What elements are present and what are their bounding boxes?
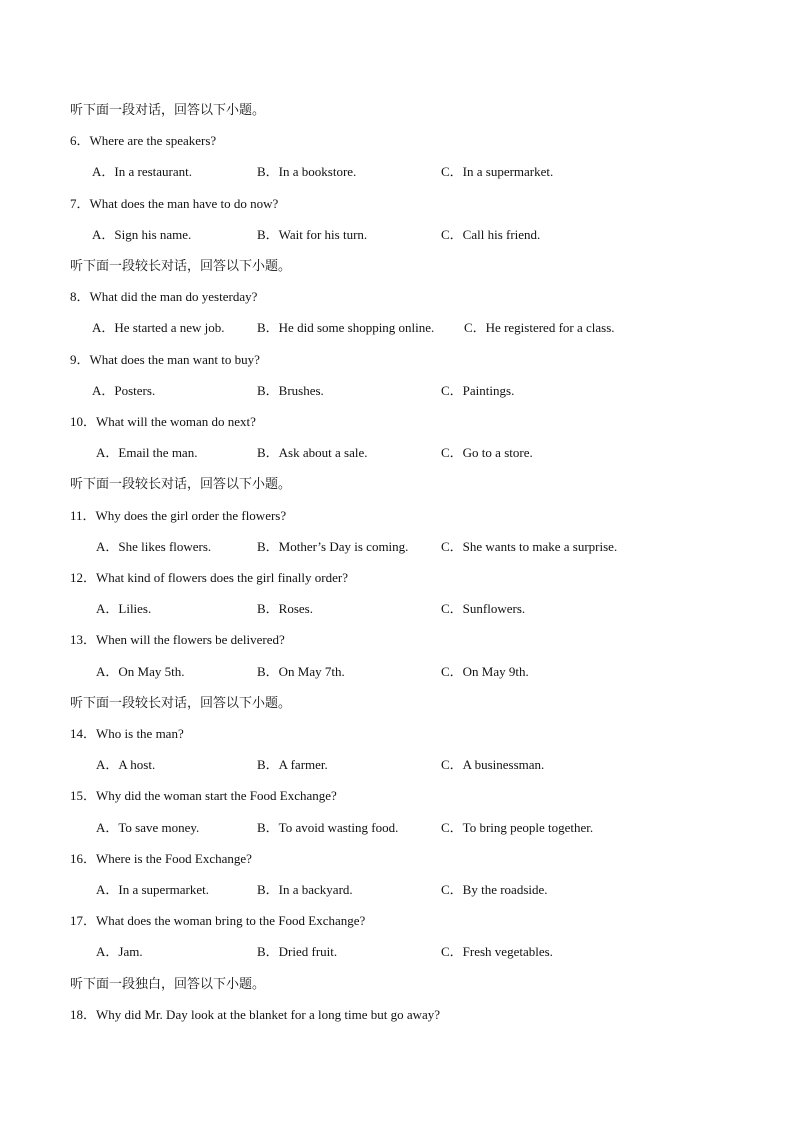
section-instruction: 听下面一段较长对话，回答以下小题。 [70, 258, 292, 273]
option-c: C．She wants to make a surprise. [441, 539, 618, 554]
option-c: C．Fresh vegetables. [441, 944, 553, 959]
option-c: C．He registered for a class. [464, 320, 615, 335]
option-a: A．In a restaurant. [92, 164, 192, 179]
option-b: B．In a bookstore. [257, 164, 357, 179]
question-text: 15．Why did the woman start the Food Exchange? [70, 788, 337, 803]
question-text: 7．What does the man have to do now? [70, 196, 279, 211]
option-a: A．Lilies. [96, 601, 152, 616]
option-a: A．Jam. [96, 944, 143, 959]
option-a: A．In a supermarket. [96, 882, 209, 897]
question-text: 12．What kind of flowers does the girl finally order? [70, 570, 348, 585]
question-text: 6．Where are the speakers? [70, 133, 217, 148]
option-a: A．To save money. [96, 820, 200, 835]
option-c: C．Call his friend. [441, 227, 541, 242]
section-instruction: 听下面一段较长对话，回答以下小题。 [70, 695, 292, 710]
option-c: C．In a supermarket. [441, 164, 554, 179]
option-c: C．Sunflowers. [441, 601, 526, 616]
option-a: A．She likes flowers. [96, 539, 212, 554]
option-c: C．Paintings. [441, 383, 515, 398]
section-instruction: 听下面一段对话，回答以下小题。 [70, 102, 266, 117]
option-c: C．By the roadside. [441, 882, 548, 897]
option-a: A．He started a new job. [92, 320, 225, 335]
question-text: 16．Where is the Food Exchange? [70, 851, 252, 866]
option-b: B．To avoid wasting food. [257, 820, 399, 835]
section-instruction: 听下面一段较长对话，回答以下小题。 [70, 476, 292, 491]
option-b: B．He did some shopping online. [257, 320, 435, 335]
section-instruction: 听下面一段独白，回答以下小题。 [70, 976, 266, 991]
question-text: 8．What did the man do yesterday? [70, 289, 258, 304]
option-b: B．Mother’s Day is coming. [257, 539, 409, 554]
option-b: B．Ask about a sale. [257, 445, 368, 460]
option-a: A．On May 5th. [96, 664, 185, 679]
question-text: 9．What does the man want to buy? [70, 352, 260, 367]
option-b: B．Roses. [257, 601, 313, 616]
option-a: A．Posters. [92, 383, 156, 398]
option-b: B．A farmer. [257, 757, 328, 772]
question-text: 13．When will the flowers be delivered? [70, 632, 285, 647]
option-a: A．Email the man. [96, 445, 198, 460]
option-b: B．Brushes. [257, 383, 324, 398]
option-b: B．In a backyard. [257, 882, 353, 897]
question-text: 10．What will the woman do next? [70, 414, 256, 429]
question-text: 11．Why does the girl order the flowers? [70, 508, 287, 523]
option-a: A．Sign his name. [92, 227, 192, 242]
option-c: C．A businessman. [441, 757, 545, 772]
option-a: A．A host. [96, 757, 156, 772]
option-b: B．Dried fruit. [257, 944, 338, 959]
option-c: C．Go to a store. [441, 445, 533, 460]
option-b: B．Wait for his turn. [257, 227, 368, 242]
question-text: 17．What does the woman bring to the Food Exchange? [70, 913, 366, 928]
question-text: 14．Who is the man? [70, 726, 184, 741]
option-c: C．To bring people together. [441, 820, 594, 835]
option-b: B．On May 7th. [257, 664, 345, 679]
question-text: 18．Why did Mr. Day look at the blanket for a long time but go away? [70, 1007, 441, 1022]
option-c: C．On May 9th. [441, 664, 529, 679]
